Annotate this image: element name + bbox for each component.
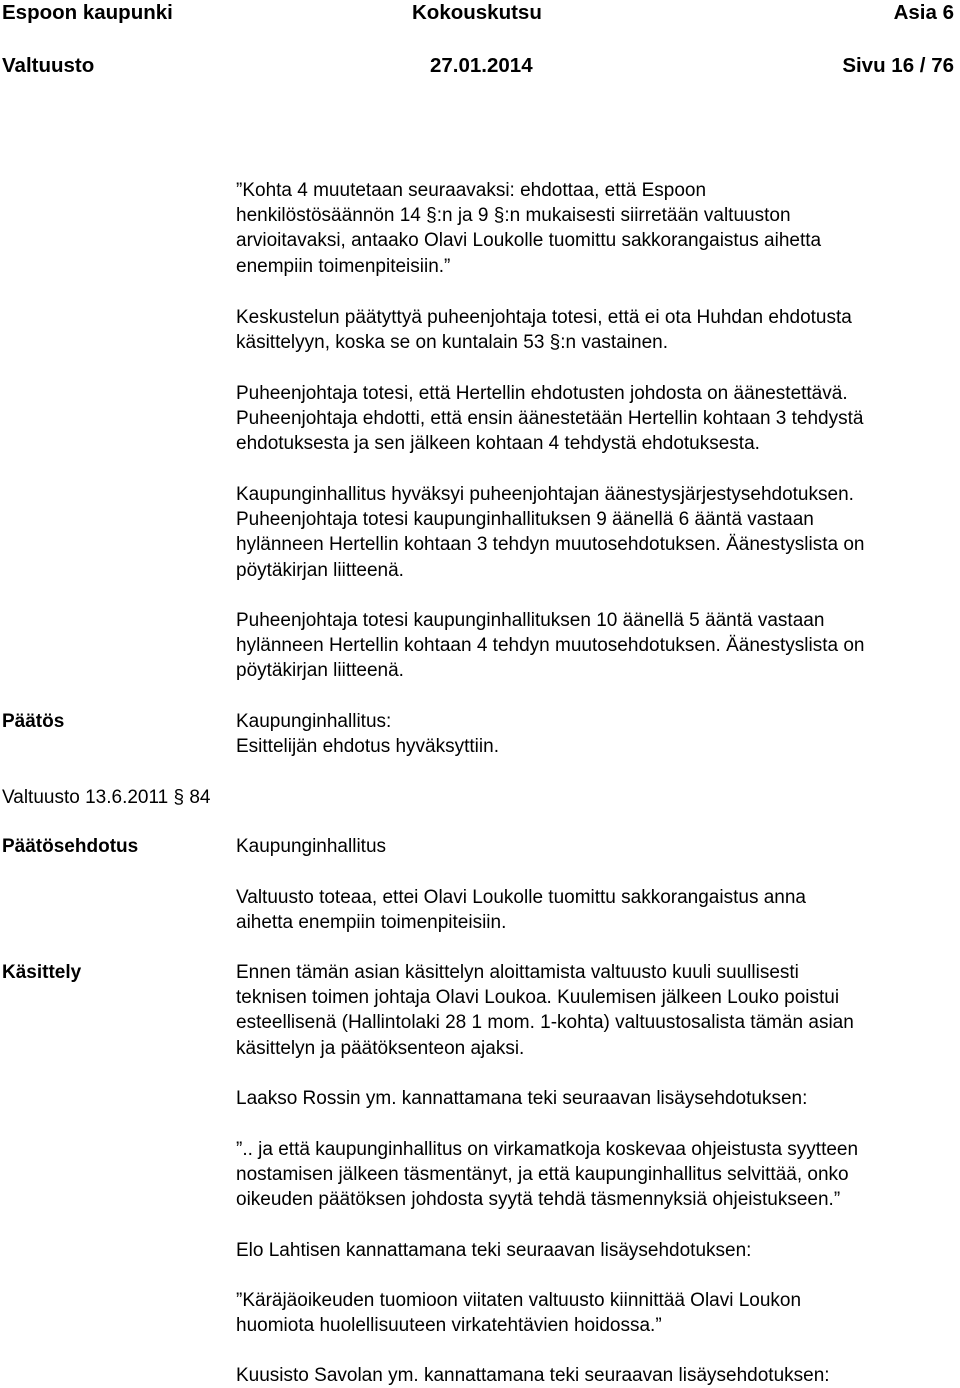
text-line: ”Käräjäoikeuden tuomioon viitaten valtuusto kiinnittää Olavi Loukon: [236, 1290, 802, 1311]
header-item: Asia 6: [893, 1, 954, 24]
text-line: Esittelijän ehdotus hyväksyttiin.: [236, 736, 499, 758]
text-line: huomiota huolellisuuteen virkatehtävien hoidossa.”: [236, 1315, 662, 1337]
paragraph-proposal-quote: [236, 178, 960, 279]
paragraph-vote-1: [236, 482, 960, 583]
text-line: pöytäkirjan liitteenä.: [236, 559, 404, 581]
header-date: 27.01.2014: [430, 54, 533, 77]
text-line: Puheenjohtaja totesi kaupunginhallituksen 9 äänellä 6 ääntä vastaan: [236, 509, 814, 531]
paragraph-proposal-text: [236, 885, 960, 935]
council-reference: Valtuusto 13.6.2011 § 84: [2, 787, 211, 808]
text-line: käsittelyn ja päätöksenteon ajaksi.: [236, 1037, 525, 1059]
paragraph-amendment-2-quote: [236, 1288, 960, 1338]
paragraph-decision: [236, 709, 960, 759]
text-line: enempiin toimenpiteisiin.”: [236, 255, 451, 277]
text-line: hylänneen Hertellin kohtaan 4 tehdyn muutosehdotuksen. Äänestyslista on: [236, 635, 865, 657]
header-org: Espoon kaupunki: [2, 1, 173, 24]
text-line: teknisen toimen johtaja Olavi Loukoa. Kuulemisen jälkeen Louko poistui: [236, 987, 840, 1009]
header-body: Valtuusto: [2, 54, 95, 77]
label-handling: Käsittely: [2, 962, 82, 983]
paragraph-hearing: [236, 960, 960, 1061]
text-line: Puheenjohtaja totesi kaupunginhallituksen 10 äänellä 5 ääntä vastaan: [236, 610, 825, 631]
text-line: hylänneen Hertellin kohtaan 3 tehdyn muutosehdotuksen. Äänestyslista on: [236, 534, 865, 556]
text-line: henkilöstösäännön 14 §:n ja 9 §:n mukaisesti siirretään valtuuston: [236, 205, 791, 227]
label-proposal: Päätösehdotus: [2, 836, 139, 857]
paragraph-vote-order: [236, 381, 960, 457]
paragraph-amendment-1-quote: [236, 1137, 960, 1213]
text-line: esteellisenä (Hallintolaki 28 1 mom. 1-kohta) valtuustosalista tämän asian: [236, 1012, 854, 1034]
text-line: käsittelyyn, koska se on kuntalain 53 §:n vastainen.: [236, 332, 668, 354]
text-line: Puheenjohtaja totesi, että Hertellin ehdotusten johdosta on äänestettävä.: [236, 383, 848, 404]
text-line: pöytäkirjan liitteenä.: [236, 660, 404, 682]
text-line: Kaupunginhallitus:: [236, 711, 392, 732]
text-line: Kaupunginhallitus hyväksyi puheenjohtajan äänestysjärjestysehdotuksen.: [236, 484, 854, 505]
text-line: Laakso Rossin ym. kannattamana teki seuraavan lisäysehdotuksen:: [236, 1088, 808, 1109]
text-line: nostamisen jälkeen täsmentänyt, ja että kaupunginhallitus selvittää, onko: [236, 1164, 849, 1186]
paragraph-discussion: [236, 305, 960, 355]
text-line: ”Kohta 4 muutetaan seuraavaksi: ehdottaa, että Espoon: [236, 180, 707, 201]
text-line: aihetta enempiin toimenpiteisiin.: [236, 912, 507, 934]
paragraph-vote-2: [236, 608, 960, 684]
header-doc-type: Kokouskutsu: [412, 1, 542, 24]
text-line: oikeuden päätöksen johdosta syytä tehdä täsmennyksiä ohjeistukseen.”: [236, 1189, 841, 1211]
paragraph-amendment-2-intro: [236, 1238, 960, 1263]
text-line: Keskustelun päätyttyä puheenjohtaja totesi, että ei ota Huhdan ehdotusta: [236, 307, 852, 328]
paragraph-amendment-3-intro: [236, 1363, 960, 1388]
text-line: Puheenjohtaja ehdotti, että ensin äänestetään Hertellin kohtaan 3 tehdystä: [236, 408, 864, 430]
text-line: Kuusisto Savolan ym. kannattamana teki seuraavan lisäysehdotuksen:: [236, 1365, 830, 1386]
text-line: Elo Lahtisen kannattamana teki seuraavan lisäysehdotuksen:: [236, 1240, 752, 1261]
text-line: Ennen tämän asian käsittelyn aloittamista valtuusto kuuli suullisesti: [236, 962, 799, 983]
text-line: ”.. ja että kaupunginhallitus on virkamatkoja koskevaa ohjeistusta syytteen: [236, 1139, 859, 1160]
text-line: Kaupunginhallitus: [236, 836, 387, 857]
paragraph-amendment-1-intro: [236, 1086, 960, 1111]
paragraph-proposer: [236, 834, 960, 859]
text-line: ehdotuksesta ja sen jälkeen kohtaan 4 tehdystä ehdotuksesta.: [236, 433, 760, 455]
text-line: Valtuusto toteaa, ettei Olavi Loukolle tuomittu sakkorangaistus anna: [236, 887, 806, 908]
text-line: arvioitavaksi, antaako Olavi Loukolle tuomittu sakkorangaistus aihetta: [236, 230, 822, 252]
label-decision: Päätös: [2, 711, 65, 732]
header-page-number: Sivu 16 / 76: [842, 54, 954, 77]
